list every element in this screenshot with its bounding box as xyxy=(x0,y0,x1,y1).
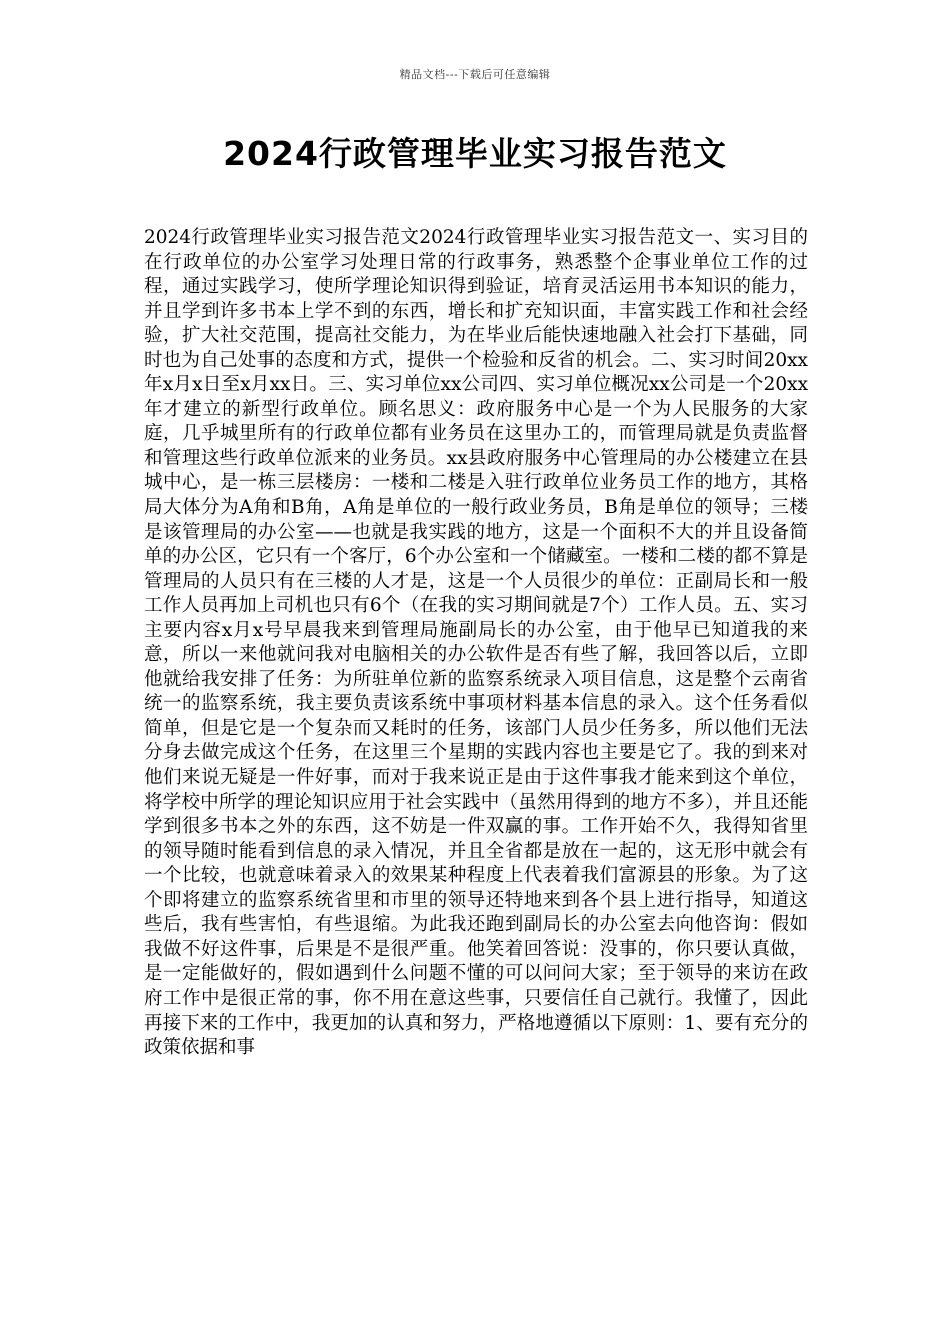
header-note: 精品文档---下载后可任意编辑 xyxy=(399,68,551,81)
body-paragraph: 2024行政管理毕业实习报告范文2024行政管理毕业实习报告范文一、实习目的在行政单位的办公室学习处理日常的行政事务，熟悉整个企事业单位工作的过程，通过实践学习，使所学理论知识得到验证，培育灵活运用书本知识的能力，并且学到许多书本上学不到的东西，增长和扩充知识面，丰富实践工作和社会经验，扩大社交范围，提高社交能力，为在毕业后能快速地融入社会打下基础，同时也为自己处事的态度和方式，提供一个检验和反省的机会。二、实习时间20xx年x月x日至x月xx日。三、实习单位xx公司四、实习单位概况xx公司是一个20xx年才建立的新型行政单位。顾名思义：政府服务中心是一个为人民服务的大家庭，几乎城里所有的行政单位都有业务员在这里办工的，而管理局就是负责监督和管理这些行政单位派来的业务员。xx县政府服务中心管理局的办公楼建立在县城中心，是一栋三层楼房：一楼和二楼是入驻行政单位业务员工作的地方，其格局大体分为A角和B角，A角是单位的一般行政业务员，B角是单位的领导；三楼是该管理局的办公室——也就是我实践的地方，这是一个面积不大的并且设备简单的办公区，它只有一个客厅，6个办公室和一个储藏室。一楼和二楼的都不算是管理局的人员只有在三楼的人才是，这是一个人员很少的单位：正副局长和一般工作人员再加上司机也只有6个（在我的实习期间就是7个）工作人员。五、实习主要内容x月x号早晨我来到管理局施副局长的办公室，由于他早已知道我的来意，所以一来他就问我对电脑相关的办公软件是否有些了解，我回答以后，立即他就给我安排了任务：为所驻单位新的监察系统录入项目信息，这是整个云南省统一的监察系统，我主要负责该系统中事项材料基本信息的录入。这个任务看似简单，但是它是一个复杂而又耗时的任务，该部门人员少任务多，所以他们无法分身去做完成这个任务，在这里三个星期的实践内容也主要是它了。我的到来对他们来说无疑是一件好事，而对于我来说正是由于这件事我才能来到这个单位，将学校中所学的理论知识应用于社会实践中（虽然用得到的地方不多），并且还能学到很多书本之外的东西，这不妨是一件双赢的事。工作开始不久，我得知省里的领导随时能看到信息的录入情况，并且全省都是放在一起的，这无形中就会有一个比较，也就意味着录入的效果某种程度上代表着我们富源县的形象。为了这个即将建立的监察系统省里和市里的领导还特地来到各个县上进行指导，知道这些后，我有些害怕，有些退缩。为此我还跑到副局长的办公室去向他咨询：假如我做不好这件事，后果是不是很严重。他笑着回答说：没事的，你只要认真做，是一定能做好的，假如遇到什么问题不懂的可以问问大家；至于领导的来访在政府工作中是很正常的事，你不用在意这些事，只要信任自己就行。我懂了，因此再接下来的工作中，我更加的认真和努力，严格地遵循以下原则：1、要有充分的政策依据和事 xyxy=(144,227,808,1059)
document-title: 2024行政管理毕业实习报告范文 xyxy=(223,134,727,173)
